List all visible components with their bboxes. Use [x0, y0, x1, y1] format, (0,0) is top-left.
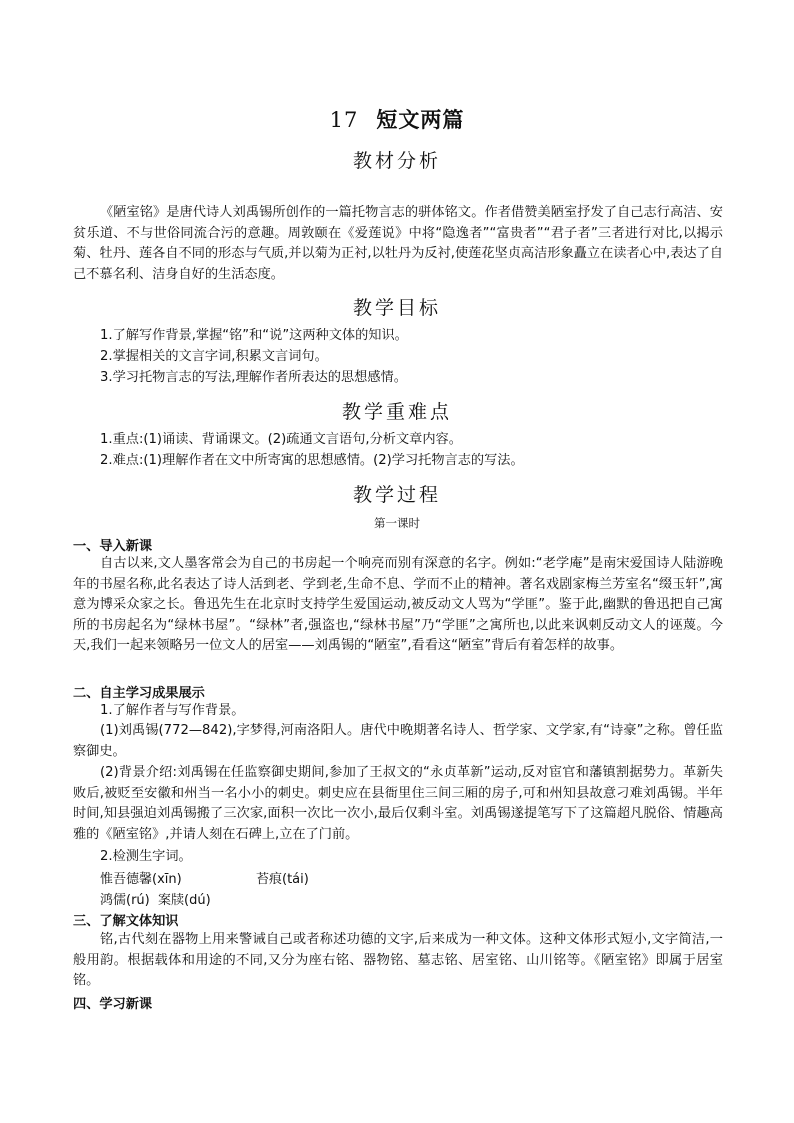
analysis-paragraph: 《陋室铭》是唐代诗人刘禹锡所创作的一篇托物言志的骈体铭文。作者借赞美陋室抒发了自己志行高洁、安贫乐道、不与世俗同流合污的意趣。周敦颐在《爱莲说》中将“隐逸者”“富贵者”“君子者”三者进行对比,以揭示菊、牡丹、莲各自不同的形态与气质,并以菊为正衬,以牡丹为反衬,使莲花坚贞高洁形象矗立在读者心中,表达了自己不慕名利、洁身自好的生活态度。: [73, 205, 723, 282]
part2-heading: 二、自主学习成果展示: [73, 686, 205, 701]
page-title: [0, 104, 794, 134]
lesson-title: 短文两篇: [376, 107, 465, 132]
vocab-word-3: 鸿儒(rú): [100, 893, 150, 908]
section-heading-analysis: 教材分析: [352, 150, 441, 172]
goal-item-1: 1.了解写作背景,掌握“铭”和“说”这两种文体的知识。: [100, 328, 408, 343]
part1-paragraph: 自古以来,文人墨客常会为自己的书房起一个响亮而别有深意的名字。例如:“老学庵”是南宋爱国诗人陆游晚年的书屋名称,此名表达了诗人活到老、学到老,生命不息、学而不止的精神。著名戏剧家梅兰芳室名“缀玉轩”,寓意为博采众家之长。鲁迅先生在北京时支持学生爱国运动,被反动文人骂为“学匪”。鉴于此,幽默的鲁迅把自己寓所的书房起名为“绿林书屋”。“绿林”者,强盗也,“绿林书屋”乃“学匪”之寓所也,以此来讽刺反动文人的诬蔑。今天,我们一起来领略另一位文人的居室——刘禹锡的“陋室”,看看这“陋室”背后有着怎样的故事。: [73, 556, 723, 654]
part3-paragraph: 铭,古代刻在器物上用来警诫自己或者称述功德的文字,后来成为一种文体。这种文体形式短小,文字简洁,一般用韵。根据载体和用途的不同,又分为座右铭、器物铭、墓志铭、居室铭、山川铭等。《陋室铭》即属于居室铭。: [73, 932, 723, 989]
part2-item1: 1.了解作者与写作背景。: [100, 703, 245, 718]
vocab-word-4: 案牍(dú): [158, 893, 211, 908]
part4-heading: 四、学习新课: [73, 997, 153, 1012]
part3-heading: 三、了解文体知识: [73, 914, 179, 929]
lesson-number: 17: [329, 108, 359, 132]
vocab-word-1: 惟吾德馨(xīn): [100, 872, 182, 887]
part2-item2: 2.检测生字词。: [100, 849, 192, 864]
vocab-word-2: 苔痕(tái): [256, 872, 309, 887]
author-paragraph: (1)刘禹锡(772—842),字梦得,河南洛阳人。唐代中晚期著名诗人、哲学家、文学家,有“诗豪”之称。曾任监察御史。: [73, 723, 723, 759]
key-point-1: 1.重点:(1)诵读、背诵课文。(2)疏通文言语句,分析文章内容。: [100, 432, 462, 447]
key-point-2: 2.难点:(1)理解作者在文中所寄寓的思想感情。(2)学习托物言志的写法。: [100, 453, 524, 468]
period-label: 第一课时: [374, 516, 420, 530]
section-heading-goals: 教学目标: [352, 297, 441, 319]
goal-item-2: 2.掌握相关的文言字词,积累文言词句。: [100, 349, 328, 364]
part1-heading: 一、导入新课: [73, 539, 153, 554]
section-heading-process: 教学过程: [352, 484, 441, 506]
goal-item-3: 3.学习托物言志的写法,理解作者所表达的思想感情。: [100, 370, 407, 385]
section-heading-key-points: 教学重难点: [341, 401, 452, 423]
background-paragraph: (2)背景介绍:刘禹锡在任监察御史期间,参加了王叔文的“永贞革新”运动,反对宦官和藩镇割据势力。革新失败后,被贬至安徽和州当一名小小的刺史。刺史应在县衙里住三间三厢的房子,可和州知县故意刁难刘禹锡。半年时间,知县强迫刘禹锡搬了三次家,面积一次比一次小,最后仅剩斗室。刘禹锡遂提笔写下了这篇超凡脱俗、情趣高雅的《陋室铭》,并请人刻在石碑上,立在了门前。: [73, 765, 723, 842]
